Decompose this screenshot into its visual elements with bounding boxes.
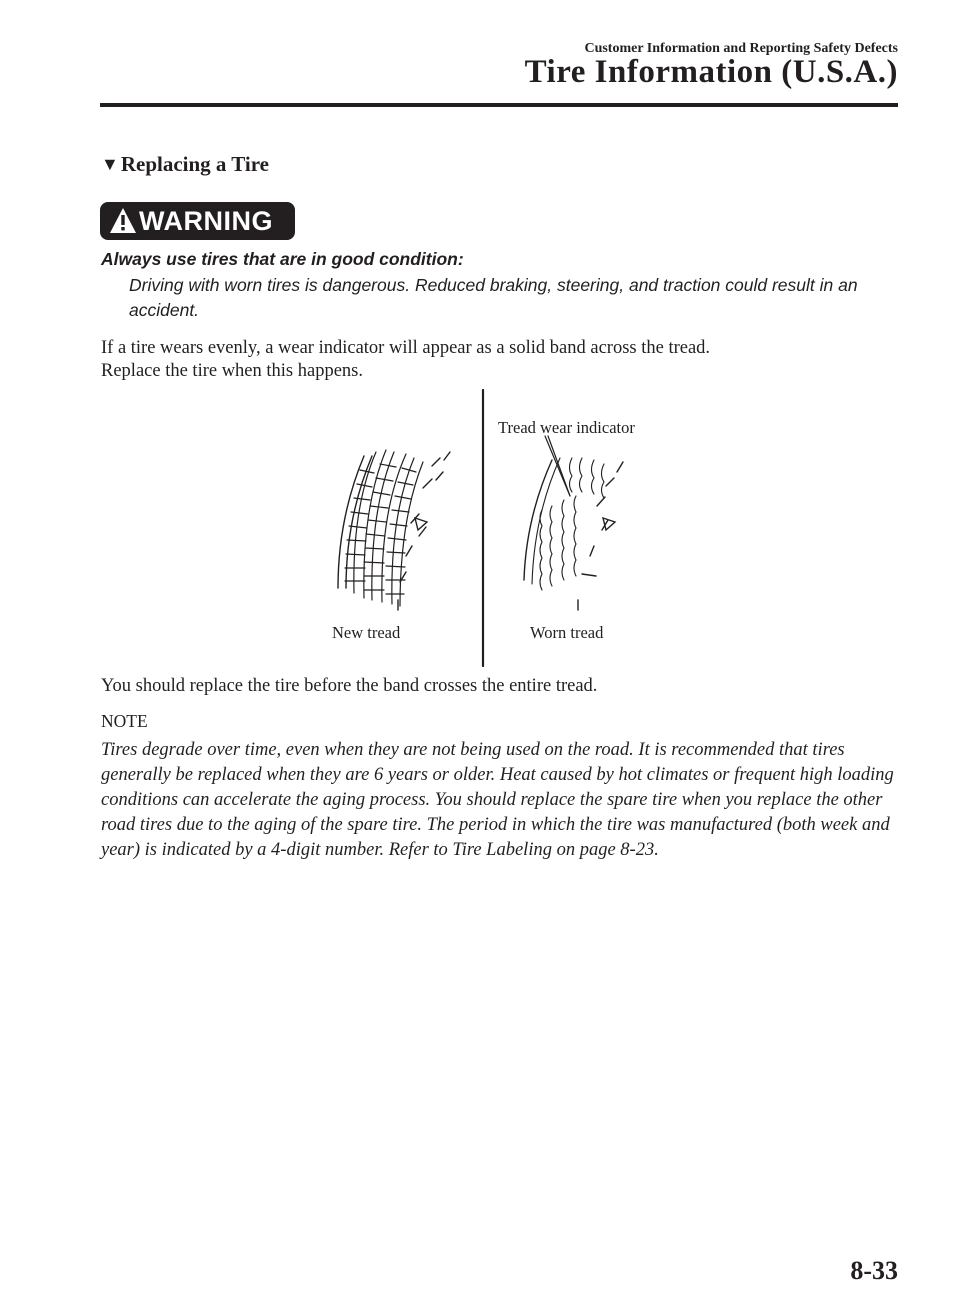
warning-badge xyxy=(100,202,295,240)
tread-wear-indicator-label: Tread wear indicator xyxy=(498,418,635,437)
warning-headline: Always use tires that are in good condition: xyxy=(101,249,464,269)
note-body: Tires degrade over time, even when they are not being used on the road. It is recommended that tires generally be replaced when they are 6 years or older. Heat caused by hot climates or frequent high loading conditions can accelerate the aging process. You should replace the spare tire when you replace the other road tires due to the aging of the spare tire. The period in which the tire was manufactured (both week and year) is indicated by a 4-digit number. Refer to Tire Labeling on page 8-23. xyxy=(101,740,894,860)
header-divider xyxy=(100,103,898,107)
warning-body: Driving with worn tires is dangerous. Reduced braking, steering, and traction could result in an accident. xyxy=(129,275,858,320)
page-number: 8-33 xyxy=(850,1256,898,1285)
chapter-title: Customer Information and Reporting Safety Defects xyxy=(584,41,898,56)
warning-triangle-icon xyxy=(109,207,137,234)
note-label: NOTE xyxy=(101,711,148,731)
body-paragraph-2: You should replace the tire before the band crosses the entire tread. xyxy=(101,676,598,696)
section-heading-text: Replacing a Tire xyxy=(120,152,270,176)
warning-label: WARNING xyxy=(139,206,273,236)
worn-tread-label: Worn tread xyxy=(530,623,604,642)
new-tread-label: New tread xyxy=(332,623,401,642)
section-heading xyxy=(101,152,269,177)
down-triangle-icon: ▼ xyxy=(101,154,119,174)
body-paragraph-1-line-2: Replace the tire when this happens. xyxy=(101,361,363,381)
body-paragraph-1-line-1: If a tire wears evenly, a wear indicator will appear as a solid band across the tread. xyxy=(101,338,711,358)
tread-figure xyxy=(320,388,660,668)
page-title: Tire Information (U.S.A.) xyxy=(524,54,898,90)
